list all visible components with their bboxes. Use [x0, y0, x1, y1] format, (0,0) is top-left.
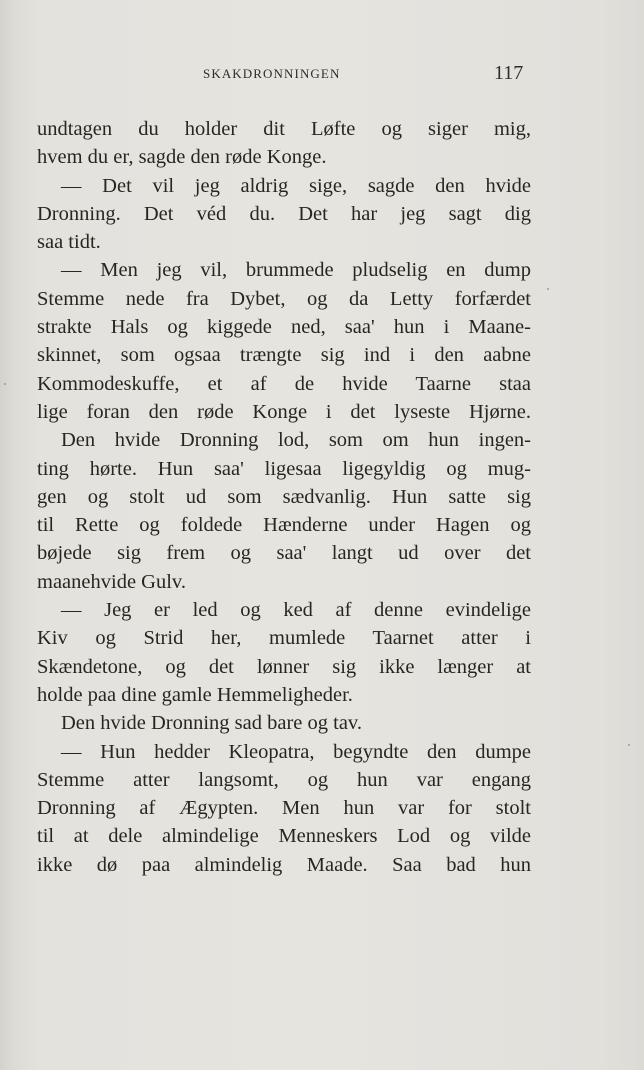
text-line: skinnet, som ogsaa trængte sig ind i den aabne	[37, 344, 531, 367]
text-line: Dronning af Ægypten. Men hun var for stolt	[37, 797, 531, 820]
text-line: bøjede sig frem og saa' langt ud over det	[37, 542, 531, 565]
text-line: Stemme atter langsomt, og hun var engang	[37, 768, 531, 791]
page-number: 117	[494, 62, 524, 84]
page-header	[0, 62, 644, 88]
text-line: — Jeg er led og ked af denne evindelige	[61, 599, 531, 622]
text-line: hvem du er, sagde den røde Konge.	[37, 146, 327, 169]
text-line: — Det vil jeg aldrig sige, sagde den hvide	[61, 174, 531, 197]
text-line: Den hvide Dronning lod, som om hun ingen-	[61, 429, 531, 452]
paper-speck	[547, 288, 549, 290]
text-line: maanehvide Gulv.	[37, 570, 186, 593]
text-line: ting hørte. Hun saa' ligesaa ligegyldig og mug-	[37, 457, 531, 480]
text-line: til Rette og foldede Hænderne under Hagen og	[37, 514, 531, 537]
running-title: SKAKDRONNINGEN	[203, 66, 341, 81]
text-line: — Men jeg vil, brummede pludselig en dump	[61, 259, 531, 282]
text-line: undtagen du holder dit Løfte og siger mig,	[37, 118, 531, 140]
text-line: holde paa dine gamle Hemmeligheder.	[37, 683, 353, 706]
text-line: Den hvide Dronning sad bare og tav.	[61, 712, 362, 735]
text-line: Kommodeskuffe, et af de hvide Taarne staa	[37, 372, 531, 395]
text-line: strakte Hals og kiggede ned, saa' hun i Maane-	[37, 316, 531, 339]
text-line: — Hun hedder Kleopatra, begyndte den dumpe	[61, 740, 531, 763]
text-line: Kiv og Strid her, mumlede Taarnet atter i	[37, 627, 531, 650]
text-line: gen og stolt ud som sædvanlig. Hun satte sig	[37, 485, 531, 508]
body-text	[37, 115, 531, 879]
paper-speck	[628, 744, 630, 746]
text-line: saa tidt.	[37, 231, 101, 254]
paper-speck	[4, 383, 6, 385]
text-line: ikke dø paa almindelig Maade. Saa bad hun	[37, 853, 531, 876]
text-line: Dronning. Det véd du. Det har jeg sagt dig	[37, 202, 531, 225]
text-line: Skændetone, og det lønner sig ikke længer at	[37, 655, 531, 678]
text-line: til at dele almindelige Menneskers Lod og vilde	[37, 825, 531, 848]
text-line: lige foran den røde Konge i det lyseste Hjørne.	[37, 400, 531, 423]
text-line: Stemme nede fra Dybet, og da Letty forfærdet	[37, 287, 531, 310]
